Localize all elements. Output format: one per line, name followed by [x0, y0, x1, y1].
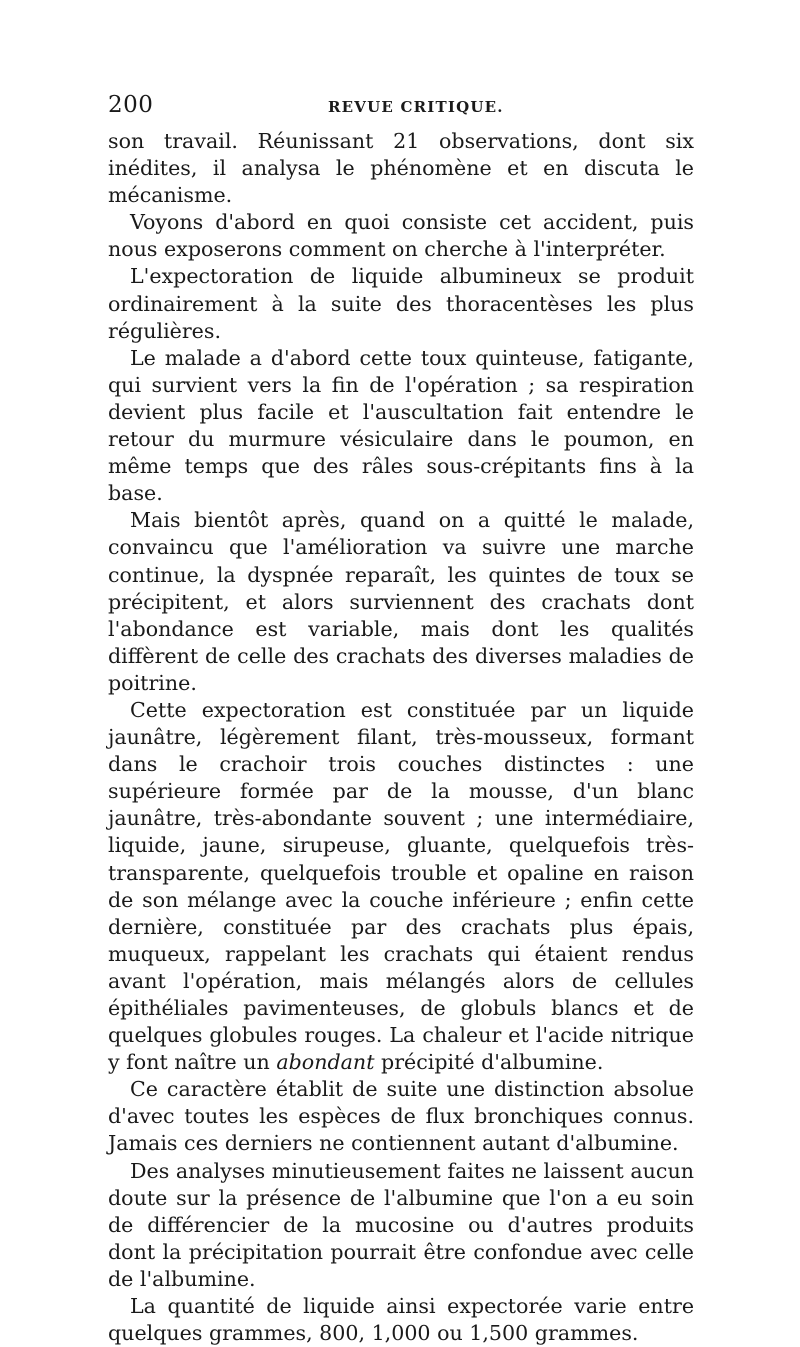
- paragraph-6-text-after: précipité d'albumine.: [374, 1050, 604, 1075]
- emphasis-abondant: abondant: [276, 1050, 375, 1075]
- paragraph-7: Ce caractère établit de suite une distinction absolue d'avec toutes les espèces de flux bronchiques connus. Jamais ces derniers ne contiennent autant d'albumine.: [108, 1077, 694, 1156]
- body-text: [108, 128, 694, 1347]
- paragraph-1: son travail. Réunissant 21 observations, dont six inédites, il analysa le phénomène et en discuta le mécanisme.: [108, 129, 694, 208]
- book-page: [108, 92, 694, 1347]
- paragraph-2: Voyons d'abord en quoi consiste cet accident, puis nous exposerons comment on cherche à l'interpréter.: [108, 210, 694, 262]
- paragraph-6: [108, 697, 694, 1076]
- paragraph-3: L'expectoration de liquide albumineux se produit ordinairement à la suite des thoracentèses les plus régulières.: [108, 264, 694, 343]
- paragraph-6-text-before: Cette expectoration est constituée par un liquide jaunâtre, légèrement filant, très-mousseux, formant dans le crachoir trois couches distinctes : une supérieure formée par de la mousse, d'un blanc jaunâtre, très-abondante souvent ; une intermédiaire, liquide, jaune, sirupeuse, gluante, quelquefois très-transparente, quelquefois trouble et opaline en raison de son mélange avec la couche inférieure ; enfin cette dernière, constituée par des crachats plus épais, muqueux, rappelant les crachats qui étaient rendus avant l'opération, mais mélangés alors de cellules épithéliales pavimenteuses, de globuls blancs et de quelques globules rouges. La chaleur et l'acide nitrique y font naître un: [108, 697, 694, 1075]
- running-title: REVUE CRITIQUE.: [328, 98, 504, 116]
- running-head: [108, 92, 694, 122]
- paragraph-4: Le malade a d'abord cette toux quinteuse, fatigante, qui survient vers la fin de l'opération ; sa respiration devient plus facile et l'auscultation fait entendre le retour du murmure vésiculaire dans le poumon, en même temps que des râles sous-crépitants fins à la base.: [108, 345, 694, 506]
- paragraph-9: La quantité de liquide ainsi expectorée varie entre quelques grammes, 800, 1,000 ou 1,500 grammes.: [108, 1294, 694, 1346]
- paragraph-5: Mais bientôt après, quand on a quitté le malade, convaincu que l'amélioration va suivre une marche continue, la dyspnée reparaît, les quintes de toux se précipitent, et alors surviennent des crachats dont l'abondance est variable, mais dont les qualités diffèrent de celle des crachats des diverses maladies de poitrine.: [108, 508, 694, 695]
- paragraph-8: Des analyses minutieusement faites ne laissent aucun doute sur la présence de l'albumine que l'on a eu soin de différencier de la mucosine ou d'autres produits dont la précipitation pourrait être confondue avec celle de l'albumine.: [108, 1158, 694, 1291]
- page-number: 200: [108, 92, 154, 118]
